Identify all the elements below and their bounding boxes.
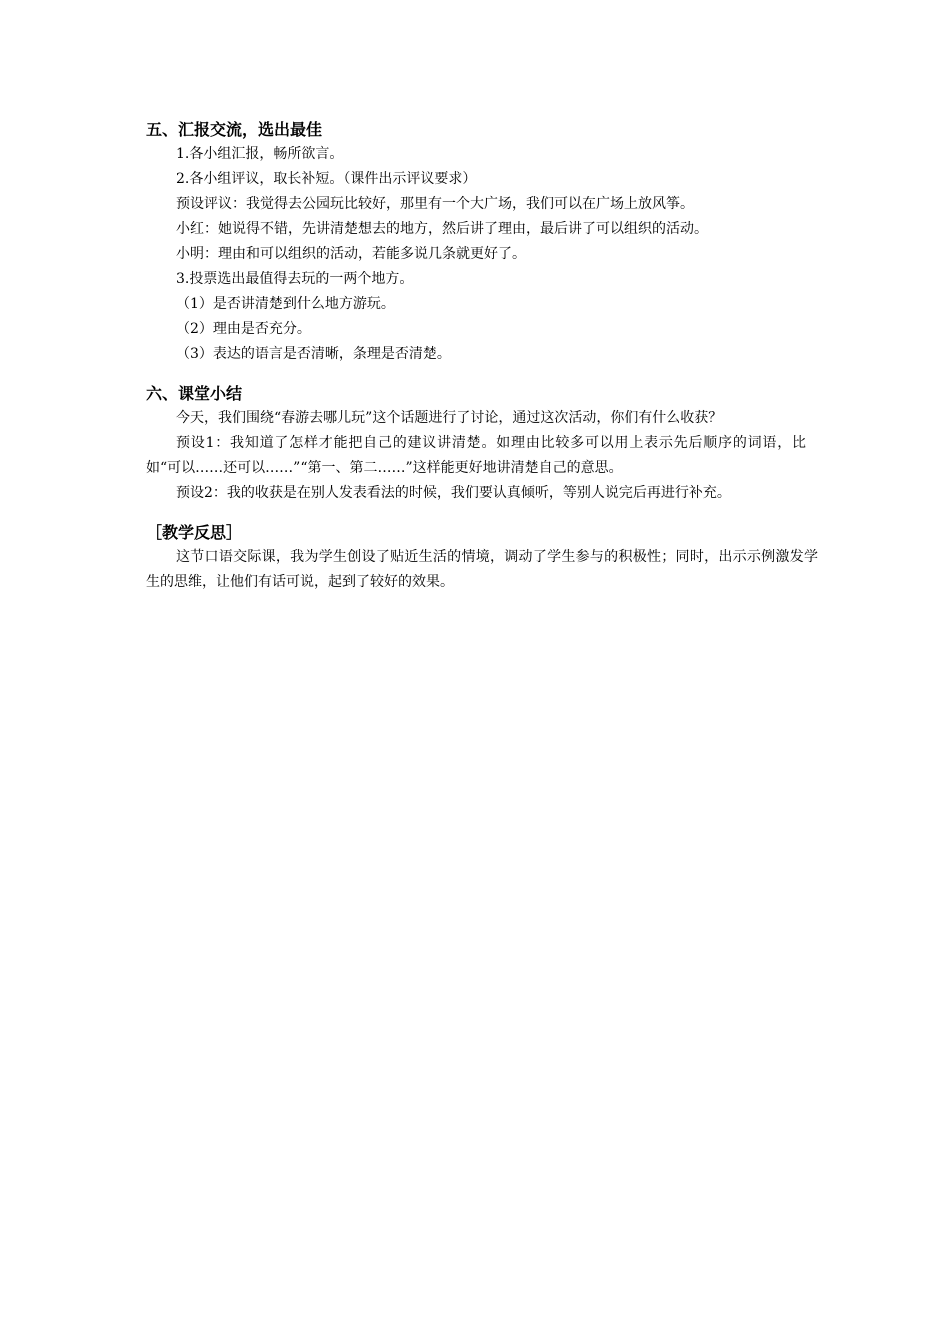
section-spacer bbox=[146, 506, 826, 521]
section6-paragraph: 预设1：我知道了怎样才能把自己的建议讲清楚。如理由比较多可以用上表示先后顺序的词语，比如“可以……还可以……”“第一、第二……”这样能更好地讲清楚自己的意思。 bbox=[146, 435, 806, 476]
section5-line: 小红：她说得不错，先讲清楚想去的地方，然后讲了理由，最后讲了可以组织的活动。 bbox=[176, 221, 708, 237]
section5-line: （1）是否讲清楚到什么地方游玩。 bbox=[176, 296, 395, 312]
section6-paragraph: 预设2：我的收获是在别人发表看法的时候，我们要认真倾听，等别人说完后再进行补充。 bbox=[176, 485, 731, 501]
document-page bbox=[146, 118, 826, 595]
section5-line: （2）理由是否充分。 bbox=[176, 321, 311, 337]
section5-line: （3）表达的语言是否清晰，条理是否清楚。 bbox=[176, 346, 451, 362]
section5-line: 2.各小组评议，取长补短。（课件出示评议要求） bbox=[176, 171, 477, 187]
section5-heading: 五、汇报交流，选出最佳 bbox=[146, 120, 323, 139]
section5-line: 小明：理由和可以组织的活动，若能多说几条就更好了。 bbox=[176, 246, 526, 262]
section5-line: 预设评议：我觉得去公园玩比较好，那里有一个大广场，我们可以在广场上放风筝。 bbox=[176, 196, 694, 212]
section6-heading: 六、课堂小结 bbox=[146, 384, 243, 403]
section6-paragraph: 今天，我们围绕“春游去哪儿玩”这个话题进行了讨论，通过这次活动，你们有什么收获？ bbox=[176, 410, 723, 426]
section-spacer bbox=[146, 367, 826, 382]
section5-line: 1.各小组汇报，畅所欲言。 bbox=[176, 146, 344, 162]
reflection-heading: ［教学反思］ bbox=[146, 523, 243, 542]
section5-line: 3.投票选出最值得去玩的一两个地方。 bbox=[176, 271, 414, 287]
reflection-paragraph: 这节口语交际课，我为学生创设了贴近生活的情境，调动了学生参与的积极性；同时，出示示例激发学生的思维，让他们有话可说，起到了较好的效果。 bbox=[146, 549, 818, 590]
